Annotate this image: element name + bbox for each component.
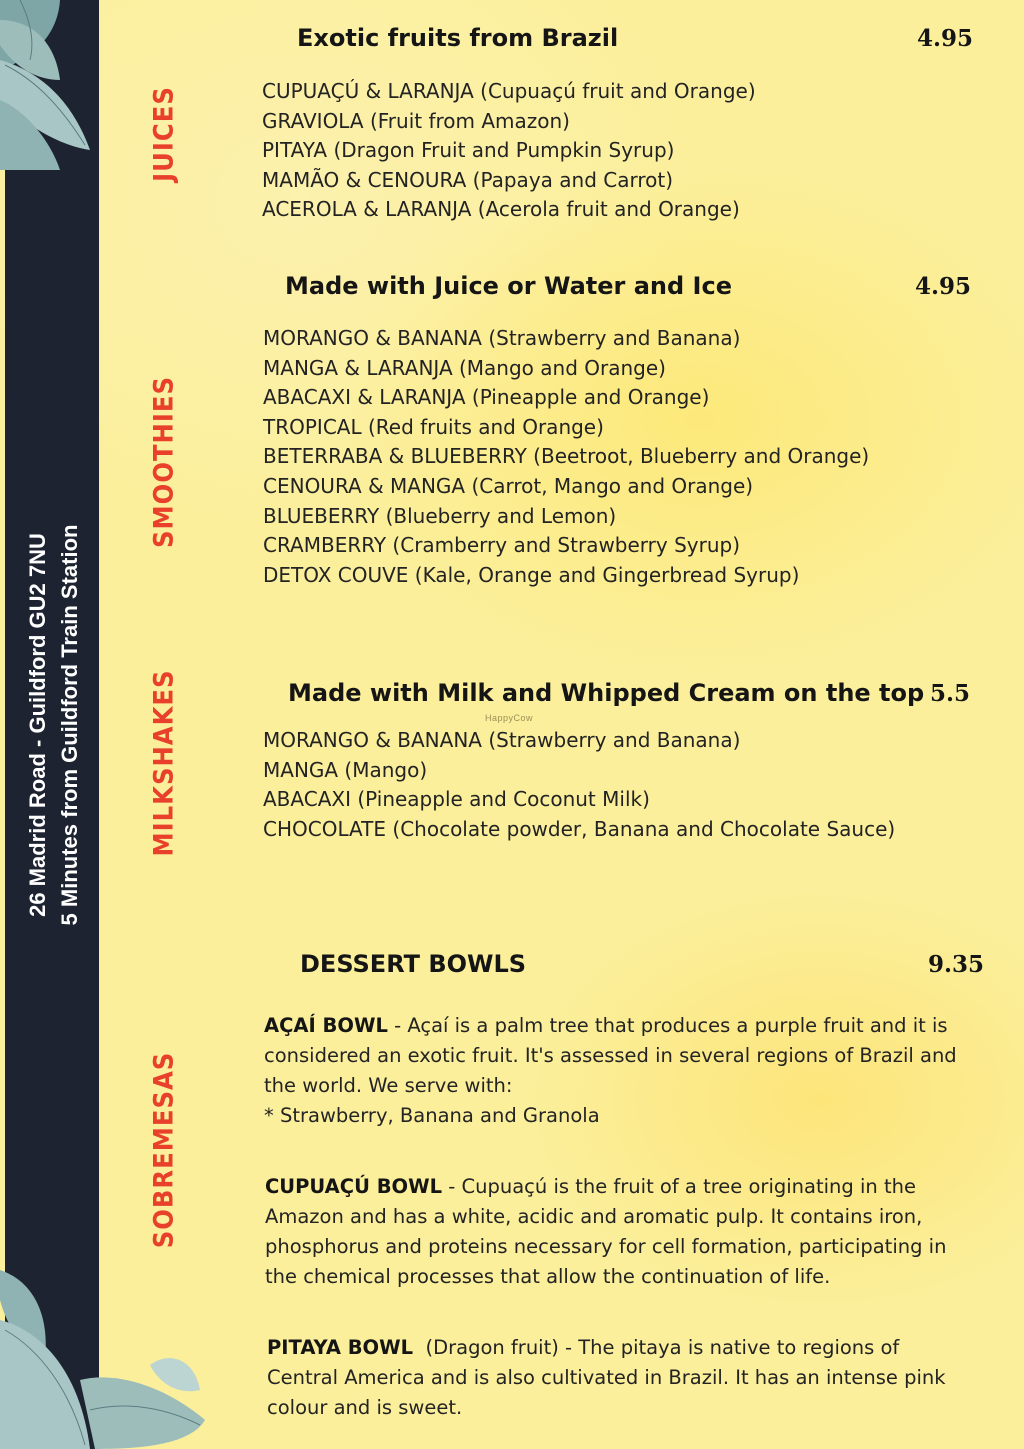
milkshakes-list	[263, 726, 895, 844]
juices-list	[262, 77, 756, 225]
list-item: MANGA & LARANJA (Mango and Orange)	[263, 355, 666, 380]
list-item: MAMÃO & CENOURA (Papaya and Carrot)	[262, 167, 674, 192]
milkshakes-section-label: MILKSHAKES	[148, 669, 180, 857]
list-item: MORANGO & BANANA (Strawberry and Banana)	[263, 728, 741, 752]
smoothies-price: 4.95	[915, 273, 972, 300]
milkshakes-price: 5.5	[930, 680, 971, 707]
dessert-bowls-heading: DESSERT BOWLS	[300, 950, 527, 978]
list-item: CENOURA & MANGA (Carrot, Mango and Orange)	[263, 473, 754, 498]
list-item: GRAVIOLA (Fruit from Amazon)	[262, 108, 570, 133]
address-container	[5, 0, 99, 1449]
list-item: CHOCOLATE (Chocolate powder, Banana and Chocolate Sauce)	[263, 816, 896, 841]
address-text	[22, 525, 86, 926]
watermark-text: HappyCow	[485, 713, 534, 723]
smoothies-list	[263, 324, 869, 590]
pitaya-bowl-description	[267, 1333, 967, 1423]
acai-bowl-description	[264, 1011, 964, 1131]
list-item: CRAMBERRY (Cramberry and Strawberry Syrup)	[263, 533, 741, 558]
sobremesas-section-label: SOBREMESAS	[148, 1051, 180, 1249]
list-item: MORANGO & BANANA (Strawberry and Banana)	[263, 326, 741, 350]
list-item: MANGA (Mango)	[263, 757, 428, 782]
cupuacu-bowl-description	[265, 1172, 965, 1292]
list-item: BLUEBERRY (Blueberry and Lemon)	[263, 503, 617, 528]
list-item: DETOX COUVE (Kale, Orange and Gingerbread Syrup)	[263, 562, 800, 587]
smoothies-heading: Made with Juice or Water and Ice	[285, 272, 732, 300]
pitaya-bowl-text: (Dragon fruit) - The pitaya is native to regions of Central America and is also cultivated in Brazil. It has an intense pink colour and is sweet.	[267, 1336, 952, 1419]
juices-price: 4.95	[917, 25, 974, 52]
address-line-1: 26 Madrid Road - Guildford GU2 7NU	[25, 533, 50, 917]
pitaya-bowl-name: PITAYA BOWL	[267, 1336, 414, 1359]
list-item: BETERRABA & BLUEBERRY (Beetroot, Blueberry and Orange)	[263, 444, 870, 469]
list-item: TROPICAL (Red fruits and Orange)	[263, 414, 604, 439]
list-item: ACEROLA & LARANJA (Acerola fruit and Orange)	[262, 197, 740, 222]
list-item: PITAYA (Dragon Fruit and Pumpkin Syrup)	[262, 138, 675, 163]
cupuacu-bowl-text: - Cupuaçú is the fruit of a tree originating in the Amazon and has a white, acidic and aromatic pulp. It contains iron, phosphorus and proteins necessary for cell formation, participating in the chemical processes that allow the continuation of life.	[265, 1175, 947, 1288]
acai-bowl-name: AÇAÍ BOWL	[264, 1014, 388, 1037]
list-item: CUPUAÇÚ & LARANJA (Cupuaçú fruit and Orange)	[262, 79, 756, 103]
acai-bowl-text: - Açaí is a palm tree that produces a purple fruit and it is considered an exotic fruit. It's assessed in several regions of Brazil and the world. We serve with:	[264, 1014, 957, 1097]
milkshakes-heading: Made with Milk and Whipped Cream on the top	[288, 679, 925, 707]
address-line-2: 5 Minutes from Guildford Train Station	[57, 524, 82, 926]
smoothies-section-label: SMOOTHIES	[148, 376, 180, 548]
leaf-decoration-bottom-icon	[0, 1270, 210, 1449]
list-item: ABACAXI (Pineapple and Coconut Milk)	[263, 787, 650, 812]
acai-bowl-toppings: * Strawberry, Banana and Granola	[264, 1104, 600, 1127]
leaf-decoration-top-icon	[0, 0, 100, 170]
dessert-bowls-price: 9.35	[928, 951, 985, 978]
juices-heading: Exotic fruits from Brazil	[297, 24, 619, 52]
list-item: ABACAXI & LARANJA (Pineapple and Orange)	[263, 385, 710, 410]
cupuacu-bowl-name: CUPUAÇÚ BOWL	[265, 1175, 443, 1198]
juices-section-label: JUICES	[148, 86, 180, 182]
